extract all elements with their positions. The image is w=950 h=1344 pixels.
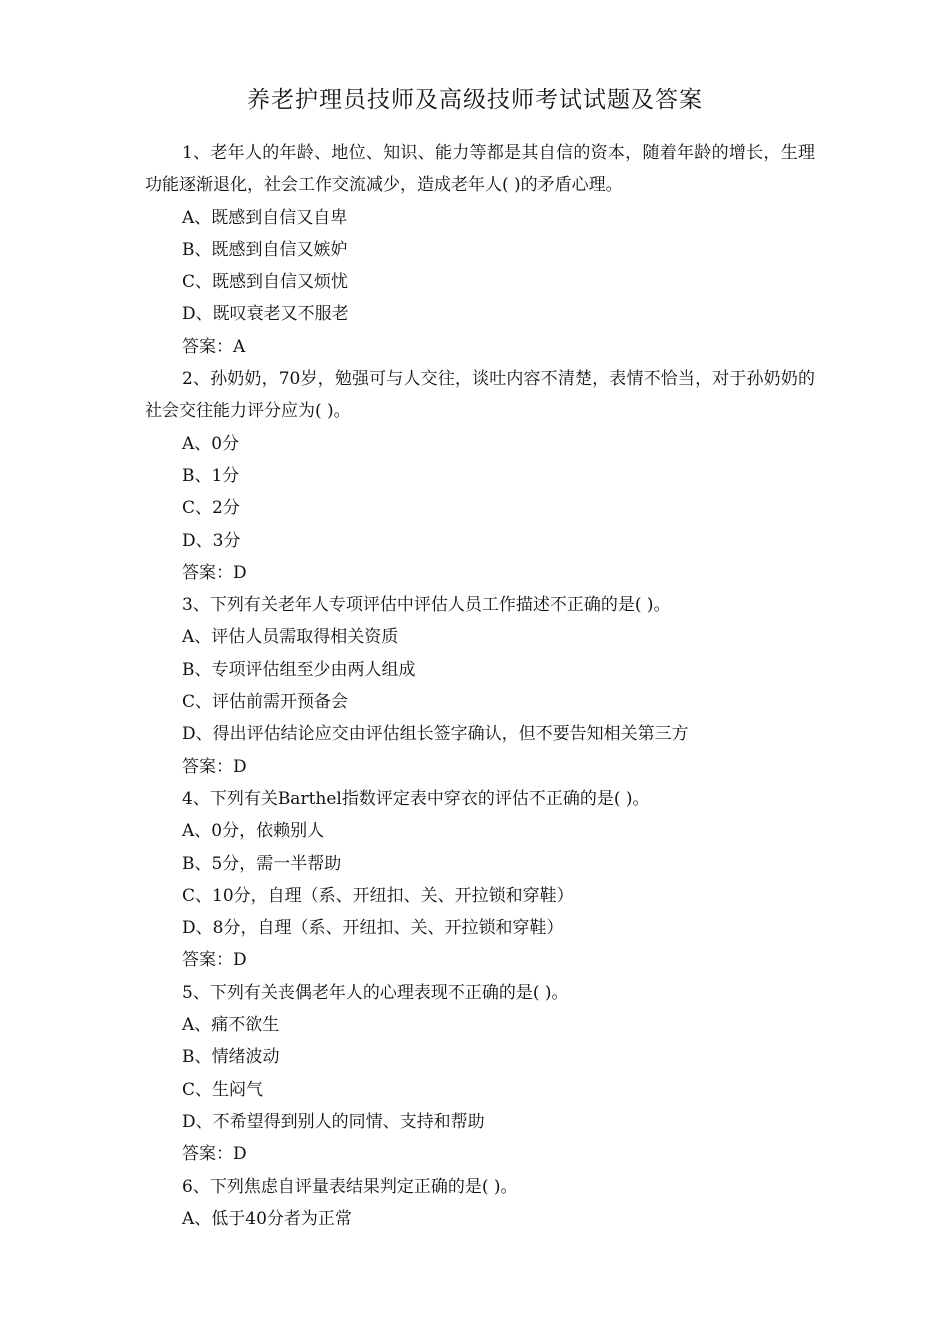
question-4-stem: 4、下列有关Barthel指数评定表中穿衣的评估不正确的是( )。 xyxy=(182,788,650,809)
document-title: 养老护理员技师及高级技师考试试题及答案 xyxy=(247,87,703,113)
question-2-option-d: D、3分 xyxy=(182,530,241,551)
question-1-option-b: B、既感到自信又嫉妒 xyxy=(182,239,348,260)
question-1-option-d: D、既叹衰老又不服老 xyxy=(182,304,349,325)
question-5-option-d: D、不希望得到别人的同情、支持和帮助 xyxy=(182,1111,485,1132)
question-5-stem: 5、下列有关丧偶老年人的心理表现不正确的是( )。 xyxy=(182,982,569,1003)
question-1-option-a: A、既感到自信又自卑 xyxy=(182,207,348,228)
question-3-option-d: D、得出评估结论应交由评估组长签字确认，但不要告知相关第三方 xyxy=(182,724,689,745)
question-3-stem: 3、下列有关老年人专项评估中评估人员工作描述不正确的是( )。 xyxy=(182,595,671,616)
question-3-option-b: B、专项评估组至少由两人组成 xyxy=(182,659,416,680)
question-6-option-a: A、低于40分者为正常 xyxy=(182,1208,352,1229)
question-4-option-b: B、5分，需一半帮助 xyxy=(182,853,342,874)
question-1-option-c: C、既感到自信又烦忧 xyxy=(182,272,349,293)
question-4-option-a: A、0分，依赖别人 xyxy=(182,821,325,842)
question-1-answer: 答案：A xyxy=(182,336,246,357)
document-body xyxy=(145,137,815,1235)
question-5-option-b: B、情绪波动 xyxy=(182,1047,280,1068)
question-6-stem: 6、下列焦虑自评量表结果判定正确的是( )。 xyxy=(182,1176,518,1197)
question-3-option-c: C、评估前需开预备会 xyxy=(182,692,349,713)
question-5-option-c: C、生闷气 xyxy=(182,1079,264,1100)
question-4-option-d: D、8分，自理（系、开纽扣、关、开拉锁和穿鞋） xyxy=(182,918,564,939)
question-5-answer: 答案：D xyxy=(182,1144,247,1165)
question-4-option-c: C、10分，自理（系、开纽扣、关、开拉锁和穿鞋） xyxy=(182,885,574,906)
question-2-stem: 2、孙奶奶，70岁，勉强可与人交往，谈吐内容不清楚，表情不恰当，对于孙奶奶的社会交往能力评分应为( )。 xyxy=(145,369,815,422)
question-2-option-c: C、2分 xyxy=(182,498,240,519)
question-4-answer: 答案：D xyxy=(182,950,247,971)
question-5-option-a: A、痛不欲生 xyxy=(182,1015,280,1036)
question-2-answer: 答案：D xyxy=(182,562,247,583)
question-2-option-b: B、1分 xyxy=(182,465,240,486)
question-1-stem: 1、老年人的年龄、地位、知识、能力等都是其自信的资本，随着年龄的增长，生理功能逐渐退化，社会工作交流减少，造成老年人( )的矛盾心理。 xyxy=(145,143,815,196)
question-3-answer: 答案：D xyxy=(182,756,247,777)
question-3-option-a: A、评估人员需取得相关资质 xyxy=(182,627,399,648)
question-2-option-a: A、0分 xyxy=(182,433,240,454)
